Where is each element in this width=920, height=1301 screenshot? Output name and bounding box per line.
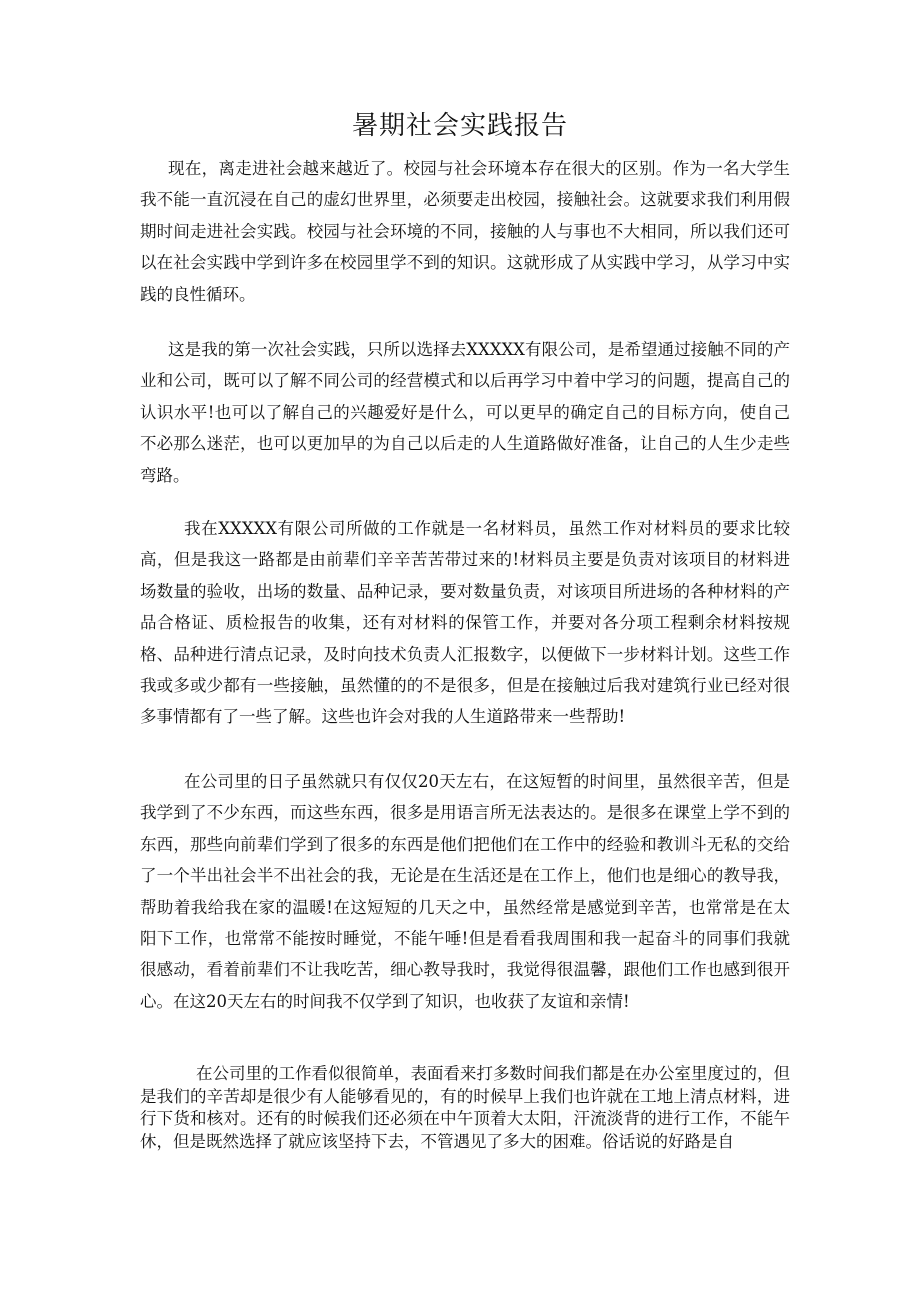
paragraph-choice: 这是我的第一次社会实践，只所以选择去XXXXX有限公司，是希望通过接触不同的产业和公司，既可以了解不同公司的经营模式和以后再学习中着中学习的问题，提高自己的认识水平!也可以了解自己的兴趣爱好是什么，可以更早的确定自己的目标方向，使自己不必那么迷茫，也可以更加早的为自己以后走的人生道路做好准备，让自己的人生少走些弯路。 xyxy=(140,340,790,485)
document-title: 暑期社会实践报告 xyxy=(351,111,568,141)
paragraph-intro: 现在，离走进社会越来越近了。校园与社会环境本存在很大的区别。作为一名大学生我不能一直沉浸在自己的虚幻世界里，必须要走出校园，接触社会。这就要求我们利用假期时间走进社会实践。校园与社会环境的不同，接触的人与事也不大相同，所以我们还可以在社会实践中学到许多在校园里学不到的知识。这就形成了从实践中学习，从学习中实践的良性循环。 xyxy=(140,159,790,304)
paragraph-hardship: 在公司里的工作看似很简单，表面看来打多数时间我们都是在办公室里度过的，但是我们的辛苦却是很少有人能够看见的，有的时候早上我们也许就在工地上清点材料，进行下货和核对。还有的时候我们还必须在中午顶着大太阳，汗流淡背的进行工作，不能午休，但是既然选择了就应该坚持下去，不管遇见了多大的困难。俗话说的好路是自 xyxy=(140,1064,790,1151)
paragraph-work: 我在XXXXX有限公司所做的工作就是一名材料员，虽然工作对材料员的要求比较高，但是我这一路都是由前辈们辛辛苦苦带过来的!材料员主要是负责对该项目的材料进场数量的验收，出场的数量、品种记录，要对数量负责，对该项目所进场的各种材料的产品合格证、质检报告的收集，还有对材料的保管工作，并要对各分项工程剩余材料按规格、品种进行清点记录，及时向技术负责人汇报数字，以便做下一步材料计划。这些工作我或多或少都有一些接触，虽然懂的的不是很多，但是在接触过后我对建筑行业已经对很多事情都有了一些了解。这些也许会对我的人生道路带来一些帮助! xyxy=(140,519,790,727)
paragraph-experience: 在公司里的日子虽然就只有仅仅20天左右，在这短暂的时间里，虽然很辛苦，但是我学到了不少东西，而这些东西，很多是用语言所无法表达的。是很多在课堂上学不到的东西，那些向前辈们学到了很多的东西是他们把他们在工作中的经验和教训斗无私的交给了一个半出社会半不出社会的我，无论是在生活还是在工作上，他们也是细心的教导我，帮助着我给我在家的温暖!在这短短的几天之中，虽然经常是感觉到辛苦，也常常是在太阳下工作，也常常不能按时睡觉，不能午唾!但是看看我周围和我一起奋斗的同事们我就很感动，看着前辈们不让我吃苦，细心教导我时，我觉得很温馨，跟他们工作也感到很开心。在这20天左右的时间我不仅学到了知识，也收获了友谊和亲情! xyxy=(140,772,790,1011)
